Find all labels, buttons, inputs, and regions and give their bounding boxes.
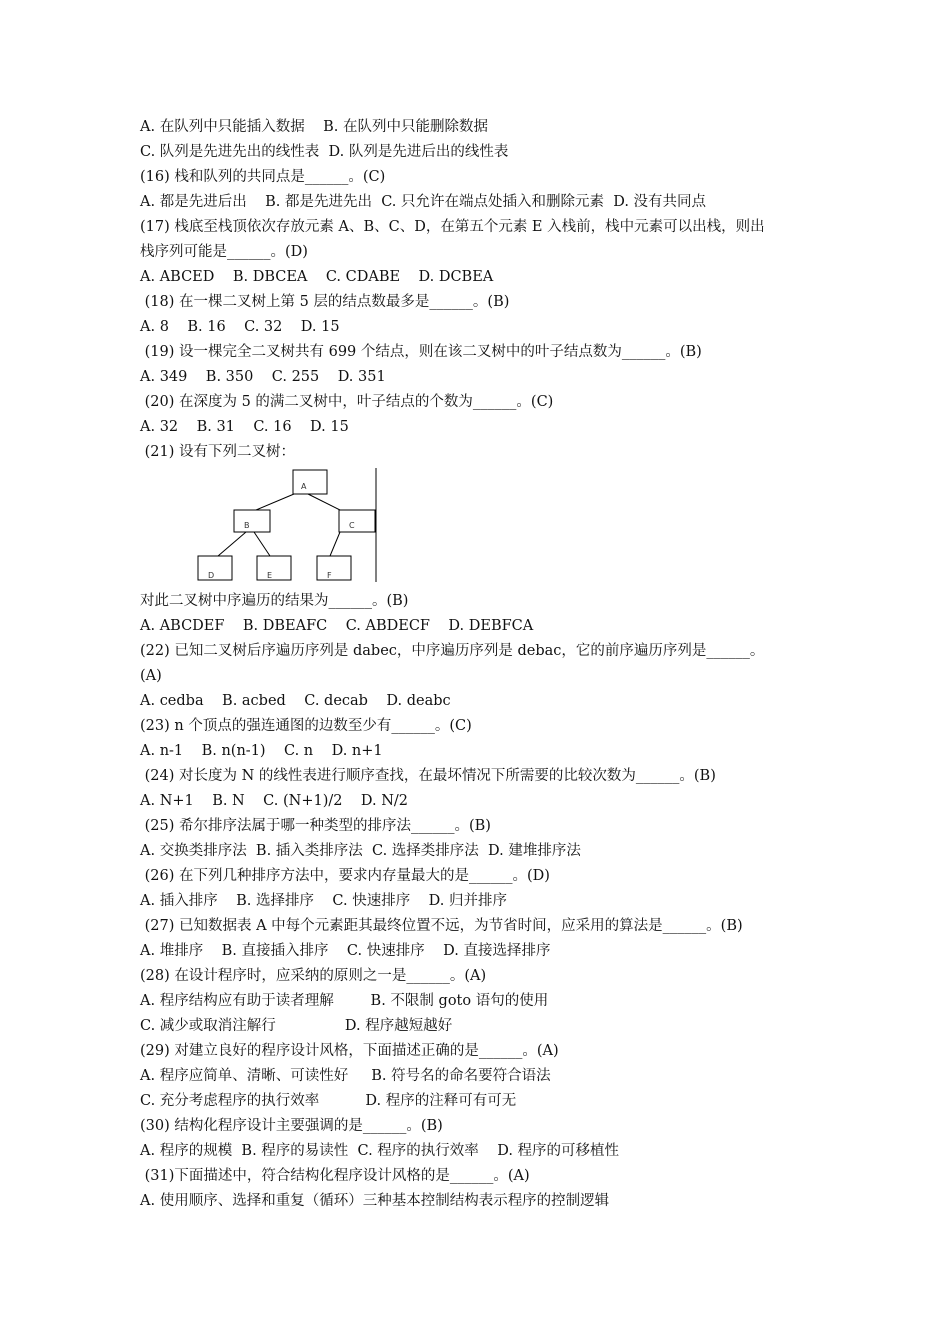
text-line: A. 在队列中只能插入数据 B. 在队列中只能删除数据 <box>140 119 488 135</box>
text-line: (28) 在设计程序时，应采纳的原则之一是______。(A) <box>140 968 487 984</box>
text-line: 对此二叉树中序遍历的结果为______。(B) <box>140 593 409 609</box>
text-line: A. 堆排序 B. 直接插入排序 C. 快速排序 D. 直接选择排序 <box>140 943 551 959</box>
svg-text:E: E <box>267 571 273 580</box>
tree-node-e <box>257 556 291 580</box>
tree-node-a <box>293 470 327 494</box>
text-line: 栈序列可能是______。(D) <box>140 244 308 260</box>
text-line: (20) 在深度为 5 的满二叉树中，叶子结点的个数为______。(C) <box>140 394 554 410</box>
text-line: C. 队列是先进先出的线性表 D. 队列是先进后出的线性表 <box>140 144 509 160</box>
text-line: (31)下面描述中，符合结构化程序设计风格的是______。(A) <box>140 1168 530 1184</box>
text-line: (26) 在下列几种排序方法中，要求内存量最大的是______。(D) <box>140 868 550 884</box>
text-line: A. cedba B. acbed C. decab D. deabc <box>140 693 451 709</box>
svg-text:A: A <box>301 482 307 491</box>
text-line: (22) 已知二叉树后序遍历序列是 dabec，中序遍历序列是 debac，它的前序遍历序列是______。 <box>140 643 765 659</box>
text-line: (A) <box>140 668 162 684</box>
edge-a-c <box>308 494 340 510</box>
text-line: A. 都是先进后出 B. 都是先进先出 C. 只允许在端点处插入和删除元素 D. 没有共同点 <box>140 194 707 210</box>
text-line: (16) 栈和队列的共同点是______。(C) <box>140 169 386 185</box>
binary-tree-diagram <box>190 466 390 584</box>
text-line: (29) 对建立良好的程序设计风格，下面描述正确的是______。(A) <box>140 1043 559 1059</box>
edge-a-b <box>256 494 294 510</box>
text-line: A. 32 B. 31 C. 16 D. 15 <box>140 419 349 435</box>
text-line: A. 使用顺序、选择和重复（循环）三种基本控制结构表示程序的控制逻辑 <box>140 1193 610 1209</box>
text-line: (21) 设有下列二叉树： <box>140 444 295 460</box>
text-line: (23) n 个顶点的强连通图的边数至少有______。(C) <box>140 718 472 734</box>
svg-text:D: D <box>208 571 215 580</box>
svg-text:B: B <box>244 521 250 530</box>
svg-text:F: F <box>327 571 332 580</box>
text-line: A. 插入排序 B. 选择排序 C. 快速排序 D. 归并排序 <box>140 893 507 909</box>
text-line: C. 充分考虑程序的执行效率 D. 程序的注释可有可无 <box>140 1093 517 1109</box>
text-line: C. 减少或取消注解行 D. 程序越短越好 <box>140 1018 453 1034</box>
text-line: A. n-1 B. n(n-1) C. n D. n+1 <box>140 743 383 759</box>
edge-b-e <box>254 532 270 556</box>
text-line: (17) 栈底至栈顶依次存放元素 A、B、C、D，在第五个元素 E 入栈前，栈中元素可以出栈，则出 <box>140 219 765 235</box>
tree-node-c <box>339 510 375 532</box>
text-line: (24) 对长度为 N 的线性表进行顺序查找，在最坏情况下所需要的比较次数为______。(B) <box>140 768 716 784</box>
edge-c-f <box>330 532 340 556</box>
text-line: A. ABCDEF B. DBEAFC C. ABDECF D. DEBFCA <box>140 618 534 634</box>
text-line: A. 程序应简单、清晰、可读性好 B. 符号名的命名要符合语法 <box>140 1068 551 1084</box>
svg-text:C: C <box>349 521 355 530</box>
text-line: (27) 已知数据表 A 中每个元素距其最终位置不远，为节省时间，应采用的算法是______。(B) <box>140 918 743 934</box>
text-line: A. 交换类排序法 B. 插入类排序法 C. 选择类排序法 D. 建堆排序法 <box>140 843 581 859</box>
text-line: A. N+1 B. N C. (N+1)/2 D. N/2 <box>140 793 409 809</box>
tree-node-b <box>234 510 270 532</box>
text-line: A. 程序的规模 B. 程序的易读性 C. 程序的执行效率 D. 程序的可移植性 <box>140 1143 620 1159</box>
text-line: A. ABCED B. DBCEA C. CDABE D. DCBEA <box>140 269 494 285</box>
text-line: (25) 希尔排序法属于哪一种类型的排序法______。(B) <box>140 818 491 834</box>
tree-node-f <box>317 556 351 580</box>
text-line: (19) 设一棵完全二叉树共有 699 个结点，则在该二叉树中的叶子结点数为______。(B) <box>140 344 702 360</box>
text-line: A. 349 B. 350 C. 255 D. 351 <box>140 369 386 385</box>
text-line: (30) 结构化程序设计主要强调的是______。(B) <box>140 1118 443 1134</box>
edge-b-d <box>218 532 246 556</box>
text-line: (18) 在一棵二叉树上第 5 层的结点数最多是______。(B) <box>140 294 510 310</box>
text-line: A. 程序结构应有助于读者理解 B. 不限制 goto 语句的使用 <box>140 993 549 1009</box>
tree-node-d <box>198 556 232 580</box>
text-line: A. 8 B. 16 C. 32 D. 15 <box>140 319 340 335</box>
